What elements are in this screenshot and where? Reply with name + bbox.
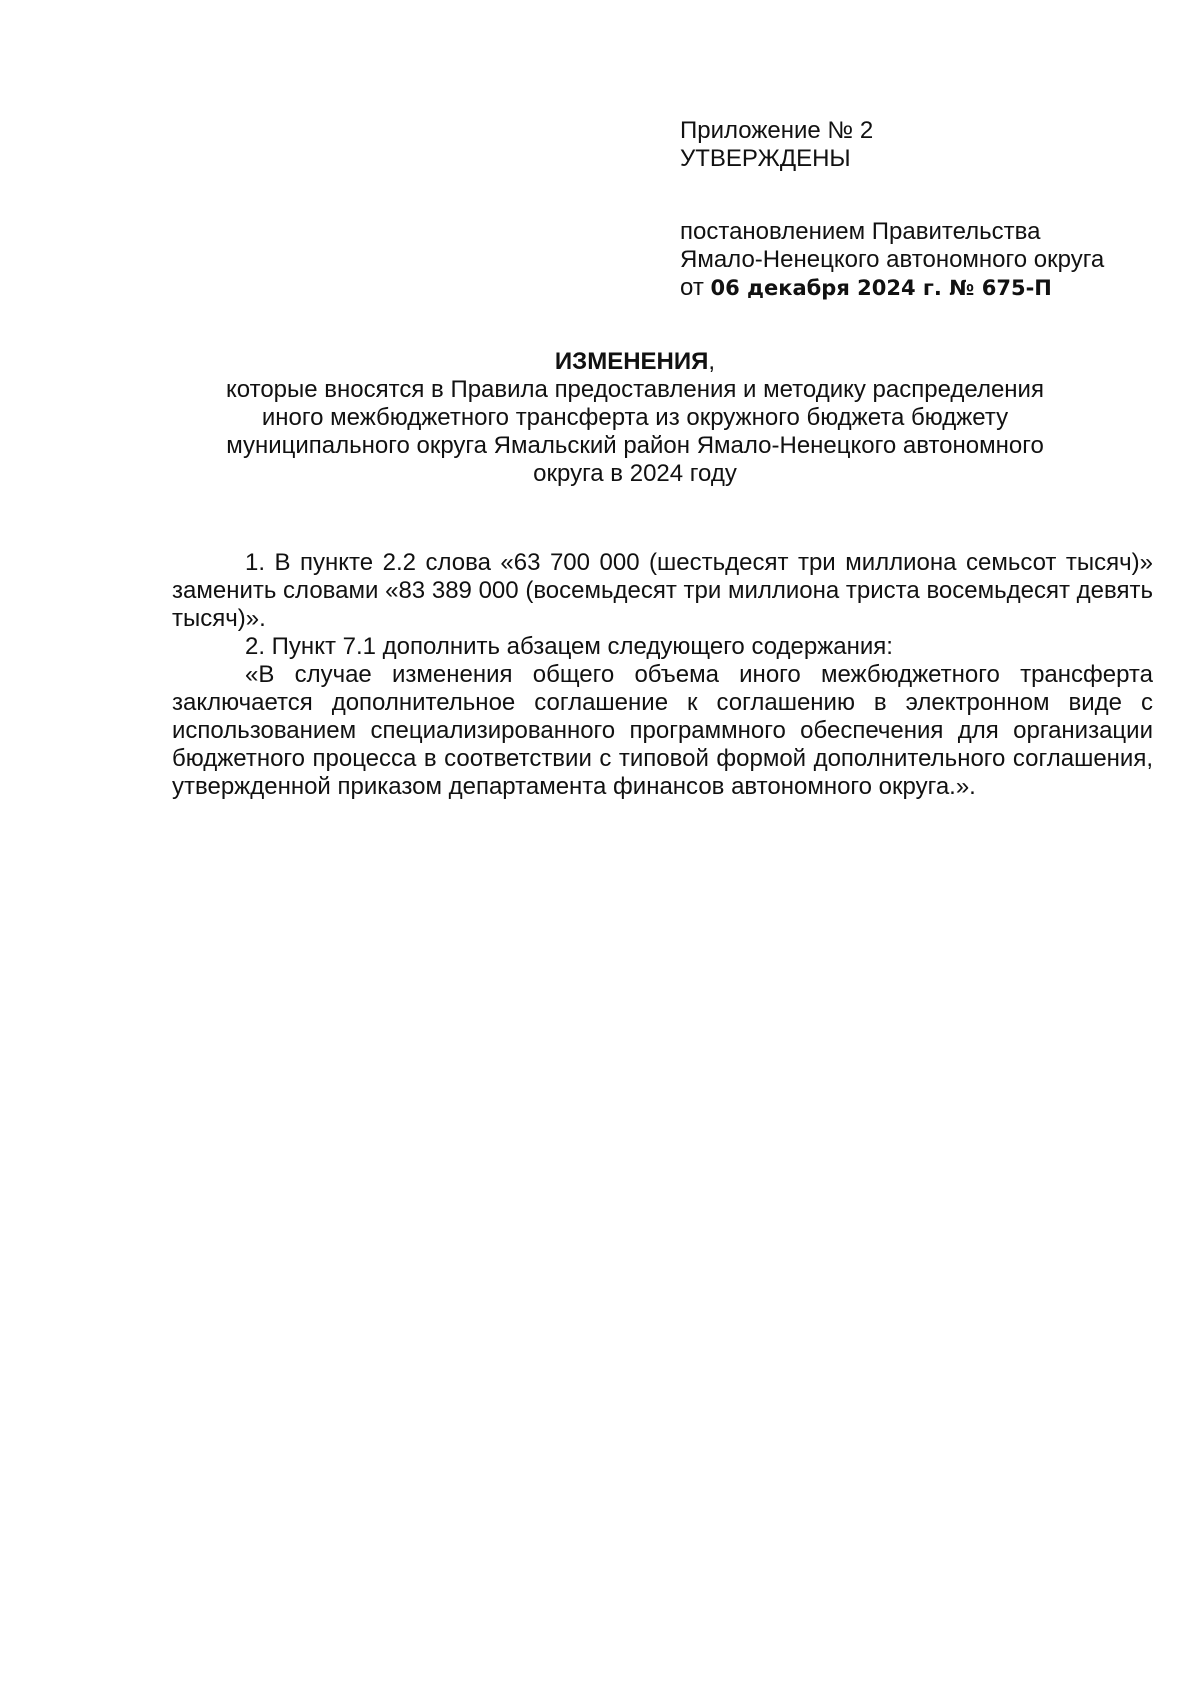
subtitle-line: иного межбюджетного трансферта из окружного бюджета бюджету xyxy=(261,404,1009,431)
body-paragraph-1: 1. В пункте 2.2 слова «63 700 000 (шестьдесят три миллиона семьсот тысяч)» заменить словами «83 389 000 (восемьдесят три миллиона триста восемьдесят девять тысяч)». xyxy=(172,549,1153,632)
act-date-line xyxy=(680,274,1160,302)
title-line xyxy=(170,348,1100,376)
title-comma: , xyxy=(708,348,716,375)
body-paragraph-2: 2. Пункт 7.1 дополнить абзацем следующего содержания: xyxy=(245,633,893,660)
appendix-number: Приложение № 2 xyxy=(680,117,874,144)
subtitle-line: которые вносятся в Правила предоставления и методику распределения xyxy=(226,376,1044,403)
subtitle-line: округа в 2024 году xyxy=(533,460,737,487)
date-prefix: от xyxy=(680,274,711,301)
spacer xyxy=(680,173,1160,218)
approving-act: постановлением Правительства xyxy=(680,218,1041,245)
approval-status: УТВЕРЖДЕНЫ xyxy=(680,145,851,172)
approving-authority: Ямало-Ненецкого автономного округа xyxy=(680,246,1105,273)
act-date-number: 06 декабря 2024 г. № 675-П xyxy=(710,276,1052,300)
document-title: ИЗМЕНЕНИЯ xyxy=(554,348,709,375)
document-body xyxy=(172,549,1153,801)
document-heading xyxy=(170,348,1100,488)
subtitle-line: муниципального округа Ямальский район Ямало-Ненецкого автономного xyxy=(226,432,1044,459)
appendix-block xyxy=(680,117,1160,302)
body-paragraph-3: «В случае изменения общего объема иного межбюджетного трансферта заключается дополнительное соглашение к соглашению в электронном виде с использованием специализированного программного обеспечения для организации бюджетного процесса в соответствии с типовой формой дополнительного соглашения, утвержденной приказом департамента финансов автономного округа.». xyxy=(172,661,1153,800)
